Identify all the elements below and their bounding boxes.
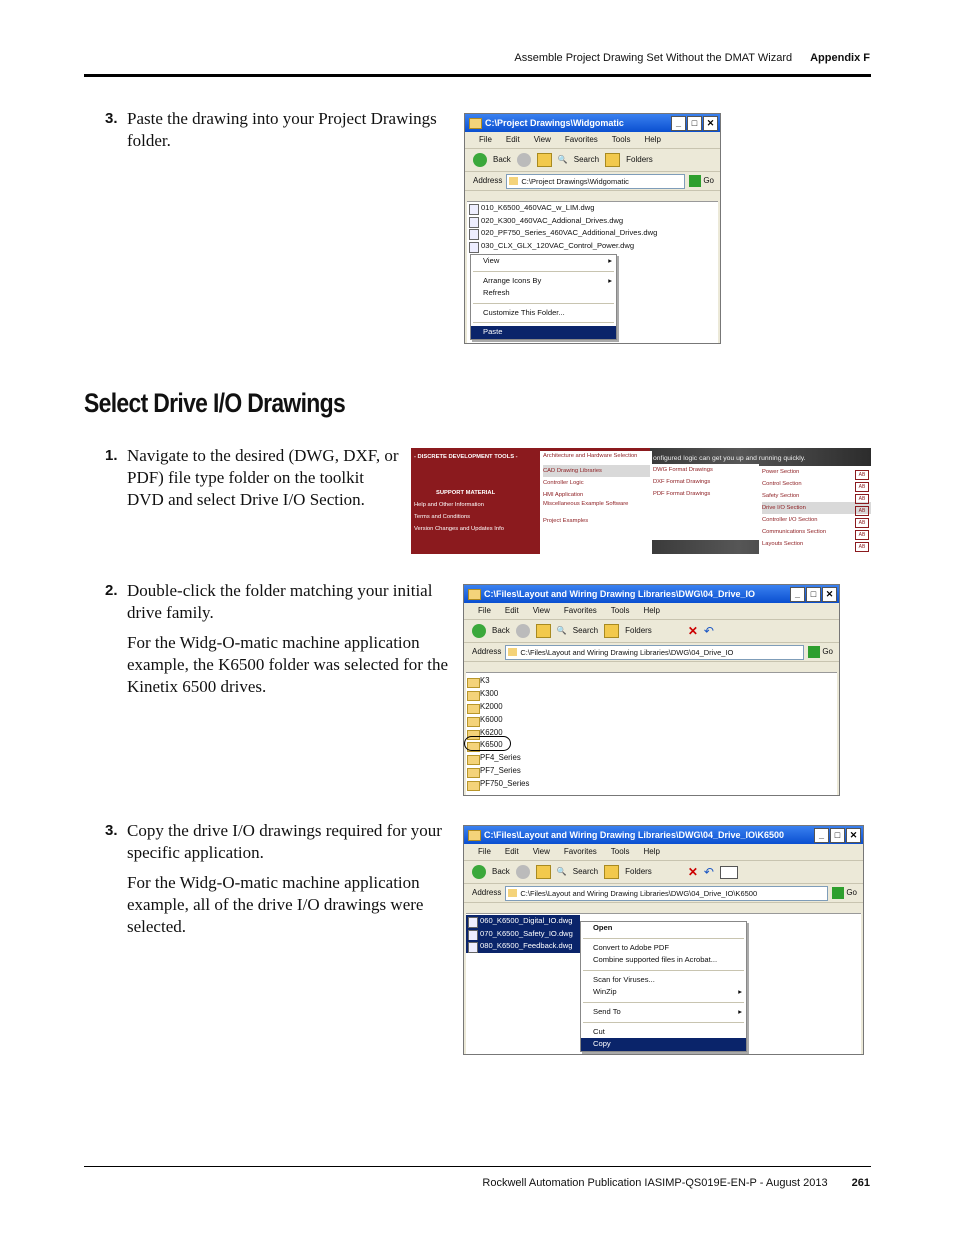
menu-bar	[464, 603, 839, 620]
folder-icon	[468, 830, 481, 841]
menu-item-paste[interactable]: Paste	[471, 326, 616, 339]
menu-item-winzip[interactable]: WinZip ▸	[581, 986, 746, 999]
menu-item-dxf-format[interactable]: DXF Format Drawings	[653, 479, 711, 485]
close-icon[interactable]: ✕	[822, 587, 837, 602]
views-icon[interactable]	[720, 866, 738, 879]
title-bar	[464, 585, 839, 603]
menu-item-cad-drawing-libraries[interactable]: CAD Drawing Libraries	[543, 465, 652, 477]
menu-item-combine-acrobat[interactable]: Combine supported files in Acrobat...	[593, 955, 718, 965]
list-item[interactable]: 060_K6500_Digital_IO.dwg	[466, 915, 580, 928]
step-number: 2.	[105, 582, 118, 599]
go-arrow-icon	[832, 887, 844, 899]
menu-help[interactable]: Help	[643, 847, 660, 856]
list-item[interactable]: 020_K300_460VAC_Addional_Drives.dwg	[467, 215, 718, 228]
search-icon: 🔍	[556, 867, 567, 876]
list-item[interactable]: 080_K6500_Feedback.dwg	[466, 940, 580, 953]
go-arrow-icon	[689, 175, 701, 187]
menu-item-help[interactable]: Help and Other Information	[414, 502, 484, 508]
back-arrow-icon[interactable]	[472, 624, 486, 638]
address-bar	[465, 172, 720, 191]
search-button[interactable]: Search	[573, 155, 600, 164]
menu-file[interactable]: File	[479, 135, 492, 144]
minimize-icon[interactable]: _	[671, 116, 686, 131]
menu-favorites[interactable]: Favorites	[563, 606, 597, 615]
window-title: C:\Files\Layout and Wiring Drawing Libraries\DWG\04_Drive_IO	[484, 589, 755, 599]
address-input[interactable]: C:\Files\Layout and Wiring Drawing Libraries\DWG\04_Drive_IO\K6500	[505, 886, 828, 901]
folders-button[interactable]: Folders	[625, 867, 652, 876]
delete-icon[interactable]: ✕	[687, 624, 698, 638]
menu-bar	[465, 132, 720, 149]
explorer-window-drive-io	[463, 584, 840, 796]
menu-column-sections	[759, 466, 871, 554]
step-number: 1.	[105, 447, 118, 464]
back-button[interactable]: Back	[493, 155, 511, 164]
folders-button[interactable]: Folders	[626, 155, 653, 164]
menu-view[interactable]: View	[532, 606, 550, 615]
step-3	[105, 820, 457, 946]
step-text: Copy the drive I/O drawings required for your specific application.	[127, 821, 442, 862]
menu-column-categories	[540, 451, 652, 554]
section-title: Select Drive I/O Drawings	[84, 388, 346, 418]
menu-edit[interactable]: Edit	[504, 606, 519, 615]
menu-item-project-examples[interactable]: Project Examples	[543, 518, 589, 524]
menu-item-refresh[interactable]: Refresh	[483, 288, 510, 298]
go-label: Go	[703, 176, 714, 185]
header-section: Assemble Project Drawing Set Without the DMAT Wizard	[514, 52, 793, 64]
step-number: 3.	[105, 822, 118, 839]
menu-item-power-section[interactable]: Power Section	[762, 469, 800, 475]
pdf-badge-icon: AB	[855, 542, 869, 552]
menu-tools[interactable]: Tools	[610, 847, 630, 856]
go-arrow-icon	[808, 646, 820, 658]
toolbar	[465, 149, 720, 172]
menu-file[interactable]: File	[478, 847, 491, 856]
menu-item-send-to[interactable]: Send To ▸	[581, 1006, 746, 1019]
minimize-icon[interactable]: _	[790, 587, 805, 602]
go-label: Go	[846, 888, 857, 897]
menu-item-misc-software[interactable]: Miscellaneous Example Software	[543, 501, 629, 507]
menu-item-pdf-format[interactable]: PDF Format Drawings	[653, 491, 711, 497]
folders-button[interactable]: Folders	[625, 626, 652, 635]
menu-separator	[473, 322, 614, 323]
highlight-circle	[464, 736, 511, 751]
address-bar	[464, 884, 863, 903]
pdf-badge-icon: AB	[855, 530, 869, 540]
menu-item-customize[interactable]: Customize This Folder...	[483, 307, 565, 317]
toolbar	[464, 861, 863, 884]
background-text: onfigured logic can get you up and running quickly.	[653, 455, 806, 462]
list-item[interactable]: K3	[466, 675, 837, 688]
list-item[interactable]: 070_K6500_Safety_IO.dwg	[466, 928, 580, 941]
context-menu	[470, 254, 617, 340]
list-item[interactable]: PF4_Series	[466, 752, 837, 765]
menu-item-controller-logic[interactable]: Controller Logic	[543, 480, 584, 486]
menu-help[interactable]: Help	[643, 606, 660, 615]
up-folder-icon[interactable]	[536, 624, 551, 638]
close-icon[interactable]: ✕	[703, 116, 718, 131]
back-button[interactable]: Back	[492, 626, 510, 635]
running-header	[514, 52, 870, 64]
context-menu	[580, 921, 747, 1052]
header-appendix: Appendix F	[810, 52, 870, 64]
up-folder-icon[interactable]	[536, 865, 551, 879]
menu-item-architecture[interactable]: Architecture and Hardware Selection	[543, 453, 638, 459]
menu-tools[interactable]: Tools	[610, 606, 630, 615]
step-2	[105, 580, 457, 706]
back-arrow-icon[interactable]	[473, 153, 487, 167]
title-bar	[464, 826, 863, 844]
menu-item-communications-section[interactable]: Communications Section	[762, 529, 827, 535]
menu-item-arrange-icons[interactable]: Arrange Icons By ▸	[471, 275, 616, 288]
menu-separator	[583, 970, 744, 971]
menu-edit[interactable]: Edit	[505, 135, 520, 144]
menu-item-dwg-format[interactable]: DWG Format Drawings	[653, 467, 713, 473]
window-title: C:\Project Drawings\Widgomatic	[485, 118, 624, 128]
address-label: Address	[472, 888, 502, 897]
menu-item-drive-io-section[interactable]: Drive I/O Section	[762, 502, 871, 514]
menu-help[interactable]: Help	[644, 135, 661, 144]
explorer-window-k6500	[463, 825, 864, 1055]
address-input[interactable]: C:\Files\Layout and Wiring Drawing Libraries\DWG\04_Drive_IO	[505, 645, 804, 660]
menu-item-copy[interactable]: Copy	[581, 1038, 746, 1051]
menu-item-controller-io-section[interactable]: Controller I/O Section	[762, 517, 818, 523]
footer-publication: Rockwell Automation Publication IASIMP-QS019E-EN-P - August 2013	[482, 1177, 828, 1189]
menu-item-version-changes[interactable]: Version Changes and Updates Info	[414, 526, 504, 532]
go-label: Go	[822, 647, 833, 656]
minimize-icon[interactable]: _	[814, 828, 829, 843]
go-button[interactable]	[832, 884, 857, 902]
menu-separator	[583, 938, 744, 939]
list-item[interactable]: 030_CLX_GLX_120VAC_Control_Power.dwg	[467, 240, 718, 253]
list-item[interactable]: 010_K6500_460VAC_w_LIM.dwg	[467, 202, 718, 215]
list-item[interactable]: K2000	[466, 701, 837, 714]
support-heading: SUPPORT MATERIAL	[436, 490, 496, 496]
address-label: Address	[472, 647, 502, 656]
folders-icon	[604, 624, 619, 638]
forward-arrow-icon[interactable]	[516, 865, 530, 879]
address-label: Address	[473, 176, 503, 185]
step-text: For the Widg-O-matic machine application example, the K6500 folder was selected for the Kinetix 6500 drives.	[127, 633, 448, 696]
menu-separator	[583, 1002, 744, 1003]
menu-favorites[interactable]: Favorites	[563, 847, 597, 856]
delete-icon[interactable]: ✕	[687, 865, 698, 879]
menu-edit[interactable]: Edit	[504, 847, 519, 856]
menu-item-safety-section[interactable]: Safety Section	[762, 493, 800, 499]
menu-bar	[464, 844, 863, 861]
menu-item-cut[interactable]: Cut	[593, 1026, 605, 1036]
menu-separator	[473, 271, 614, 272]
address-bar	[464, 643, 839, 662]
menu-separator	[473, 303, 614, 304]
list-item[interactable]: K6000	[466, 714, 837, 727]
pdf-badge-icon: AB	[855, 506, 869, 516]
forward-arrow-icon[interactable]	[517, 153, 531, 167]
step-text: For the Widg-O-matic machine application example, all of the drive I/O drawings were selected.	[127, 873, 424, 936]
step-1	[105, 445, 402, 519]
menu-item-terms[interactable]: Terms and Conditions	[414, 514, 471, 520]
step-number: 3.	[105, 110, 118, 127]
search-button[interactable]: Search	[572, 867, 599, 876]
toolbar	[464, 620, 839, 643]
top-step	[105, 108, 452, 160]
back-arrow-icon[interactable]	[472, 865, 486, 879]
footer-rule	[84, 1166, 871, 1167]
menu-tools[interactable]: Tools	[611, 135, 631, 144]
menu-item-control-section[interactable]: Control Section	[762, 481, 802, 487]
undo-icon[interactable]: ↶	[703, 865, 714, 879]
folder-icon	[468, 589, 481, 600]
search-button[interactable]: Search	[572, 626, 599, 635]
go-button[interactable]	[808, 643, 833, 661]
list-item[interactable]: PF7_Series	[466, 765, 837, 778]
list-item[interactable]: K300	[466, 688, 837, 701]
menu-item-convert-pdf[interactable]: Convert to Adobe PDF	[593, 942, 669, 952]
forward-arrow-icon[interactable]	[516, 624, 530, 638]
menu-item-hmi-application[interactable]: HMI Application	[543, 492, 584, 498]
menu-separator	[583, 1022, 744, 1023]
menu-item-view[interactable]: View ▸	[471, 255, 616, 268]
explorer-window-project-drawings	[464, 113, 721, 344]
up-folder-icon[interactable]	[537, 153, 552, 167]
search-icon: 🔍	[556, 626, 567, 635]
folders-icon	[604, 865, 619, 879]
search-icon: 🔍	[557, 155, 568, 164]
pdf-badge-icon: AB	[855, 518, 869, 528]
step-text: Navigate to the desired (DWG, DXF, or PDF) file type folder on the toolkit DVD and select Drive I/O Section.	[127, 446, 399, 509]
pdf-badge-icon: AB	[855, 494, 869, 504]
menu-column-main	[414, 451, 539, 535]
menu-view[interactable]: View	[532, 847, 550, 856]
list-item-k6500[interactable]: K6500	[466, 739, 837, 752]
pdf-badge-icon: AB	[855, 482, 869, 492]
folder-icon	[469, 118, 482, 129]
menu-item-layouts-section[interactable]: Layouts Section	[762, 541, 804, 547]
maximize-icon[interactable]: □	[806, 587, 821, 602]
folders-icon	[605, 153, 620, 167]
back-button[interactable]: Back	[492, 867, 510, 876]
step-text: Paste the drawing into your Project Drawings folder.	[127, 109, 437, 150]
maximize-icon[interactable]: □	[687, 116, 702, 131]
folder-list	[466, 672, 837, 795]
header-rule	[84, 74, 871, 77]
title-bar	[465, 114, 720, 132]
undo-icon[interactable]: ↶	[703, 624, 714, 638]
list-item[interactable]: PF750_Series	[466, 778, 837, 791]
address-input[interactable]: C:\Project Drawings\Widgomatic	[506, 174, 685, 189]
pdf-badge-icon: AB	[855, 470, 869, 480]
maximize-icon[interactable]: □	[830, 828, 845, 843]
go-button[interactable]	[689, 172, 714, 190]
menu-file[interactable]: File	[478, 606, 491, 615]
menu-view[interactable]: View	[533, 135, 551, 144]
dvd-menu-screenshot	[411, 448, 871, 554]
menu-favorites[interactable]: Favorites	[564, 135, 598, 144]
menu-title: - DISCRETE DEVELOPMENT TOOLS -	[414, 454, 518, 460]
menu-item-scan-viruses[interactable]: Scan for Viruses...	[593, 974, 655, 984]
list-item[interactable]: 020_PF750_Series_460VAC_Additional_Drives.dwg	[467, 227, 718, 240]
step-text: Double-click the folder matching your initial drive family.	[127, 581, 433, 622]
close-icon[interactable]: ✕	[846, 828, 861, 843]
menu-item-open[interactable]: Open	[593, 923, 613, 932]
menu-column-formats	[650, 464, 759, 540]
page-footer	[482, 1177, 870, 1189]
page-number: 261	[851, 1177, 870, 1189]
window-title: C:\Files\Layout and Wiring Drawing Libraries\DWG\04_Drive_IO\K6500	[484, 830, 784, 840]
list-item[interactable]: K6200	[466, 727, 837, 740]
